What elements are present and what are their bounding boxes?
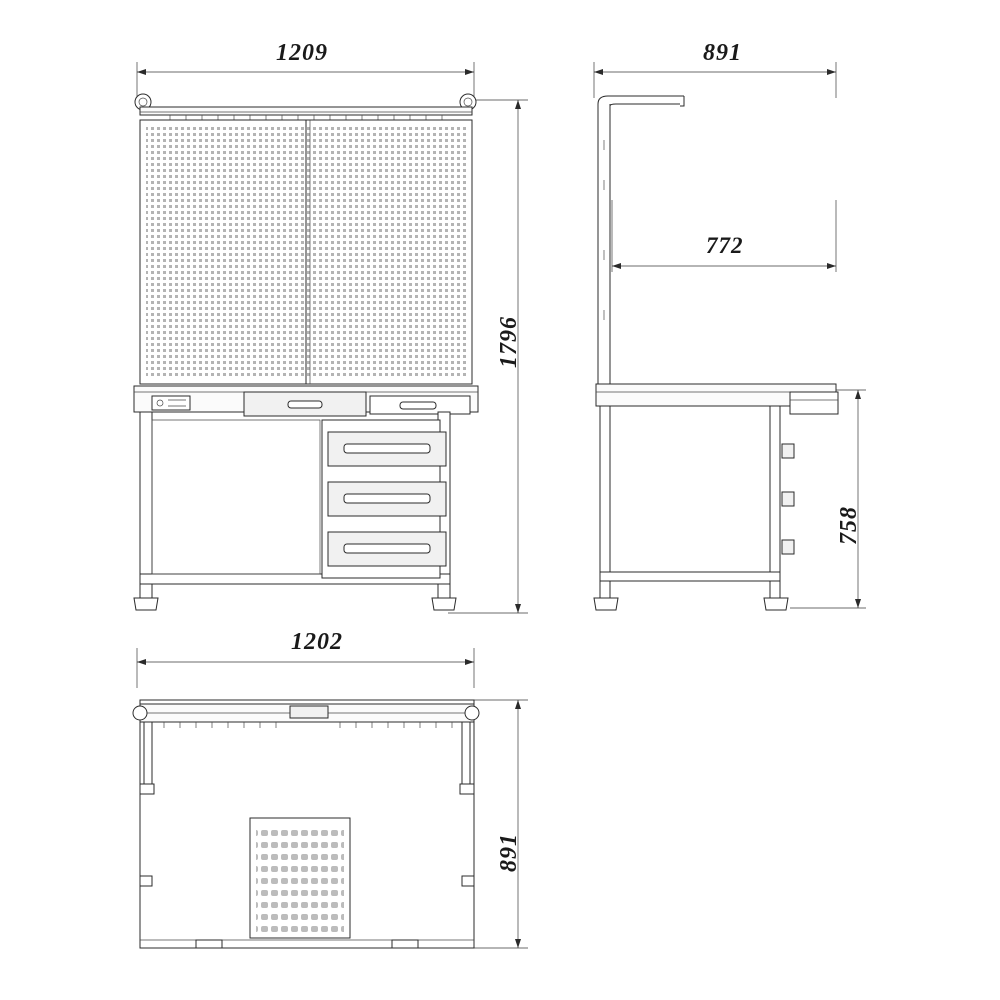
- side-view: [594, 62, 866, 610]
- dim-label-front-height: 1796: [496, 316, 522, 368]
- dim-label-top-width: 1202: [291, 629, 343, 655]
- dim-side-depth: [594, 62, 836, 98]
- dim-top-depth: [474, 700, 528, 948]
- dim-label-side-height: 758: [836, 506, 862, 545]
- dim-label-side-inner: 772: [706, 233, 744, 258]
- dim-label-front-width: 1209: [276, 40, 328, 66]
- top-view: [133, 648, 528, 948]
- dim-label-top-depth: 891: [496, 833, 522, 872]
- dim-front-width: [137, 62, 474, 98]
- front-view: [134, 62, 528, 613]
- ventilation-grille: [256, 824, 344, 932]
- dim-side-height: [790, 390, 866, 608]
- dim-label-side-depth: 891: [703, 40, 742, 66]
